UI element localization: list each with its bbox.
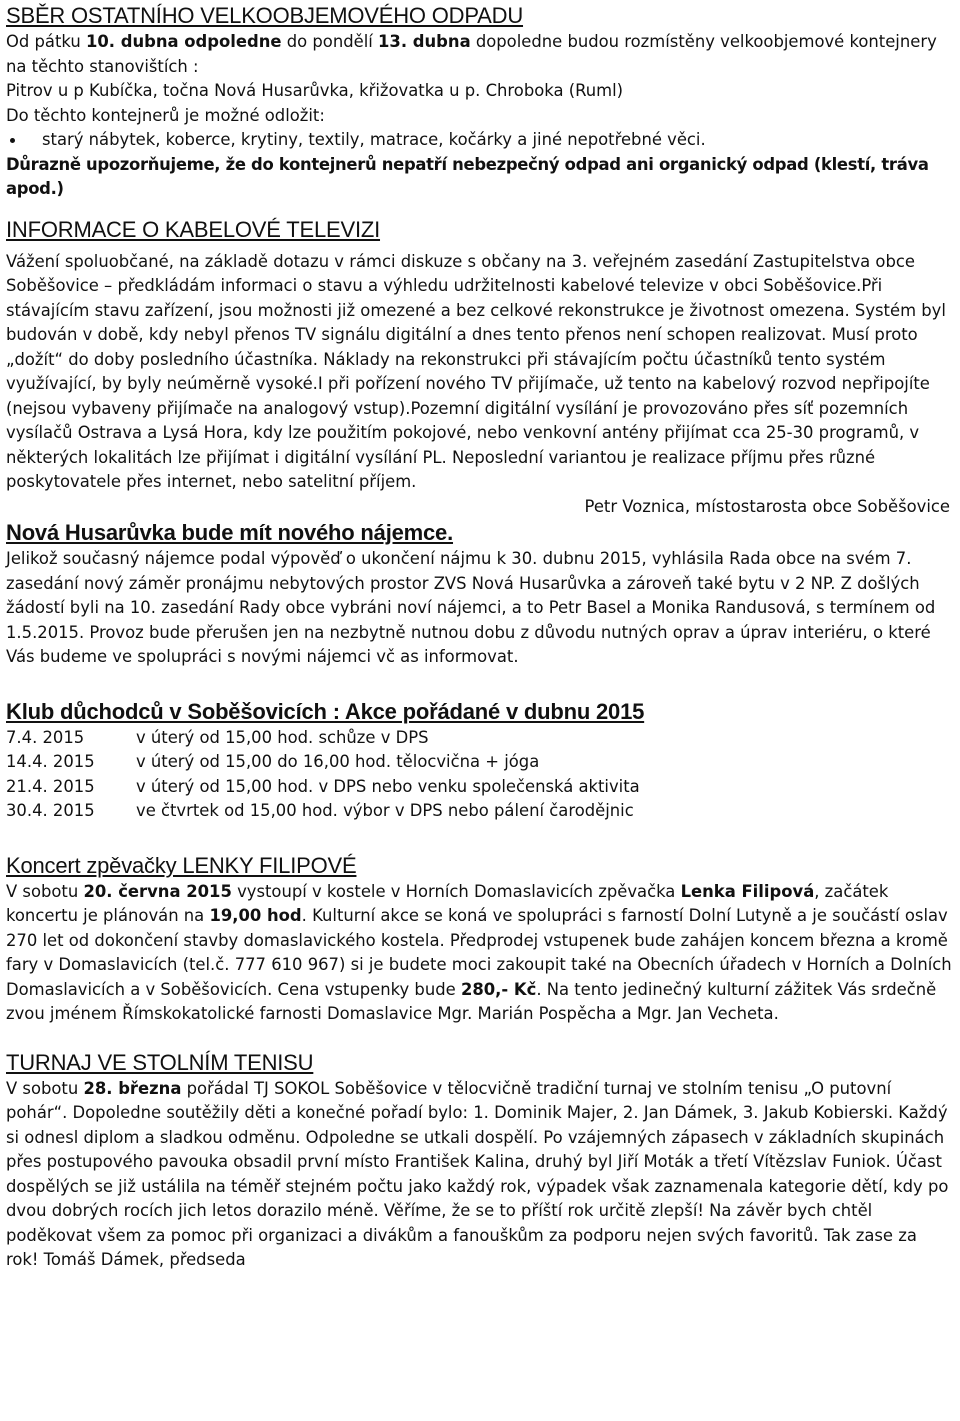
waste-sites: Pitrov u p Kubíčka, točna Nová Husarůvka, křižovatka u p. Chroboka (Ruml) — [6, 81, 624, 100]
tennis-section — [6, 1049, 954, 1273]
waste-allowed-intro: Do těchto kontejnerů je možné odložit: — [6, 105, 325, 125]
tv-section — [6, 216, 954, 520]
event-text: v úterý od 15,00 do 16,00 hod. tělocvična + jóga — [136, 752, 540, 771]
club-section — [6, 698, 954, 824]
event-date: 30.4. 2015 — [6, 801, 95, 820]
event-text: v úterý od 15,00 hod. schůze v DPS — [136, 727, 429, 747]
tennis-body: V sobotu 28. března pořádal TJ SOKOL Soběšovice v tělocvičně tradiční turnaj ve stolním tenisu „O putovní pohár“. Dopoledne soutěžily děti a konečné pořadí bylo: 1. Dominik Majer, 2. Jan Dámek, 3. Jakub Kobierski. Každý si odnesl diplom a sladkou odměnu. Odpoledne se utkali dospělí. Po vzájemných zápasech v základních skupinách přes postupového pavouka obsadil první místo František Kalina, druhý byl Jiří Moták a třetí Vítězslav Funiok. Účast dospělých se již ustálila na téměř stejném počtu jako každý rok, výpadek však zaznamenala kategorie dětí, kdy po dvou dobrých rocích jich letos dorazilo méně. Věříme, že se to příští rok určitě zlepší! Na závěr bych chtěl poděkovat všem za pomoc při organizaci a divákům a fanouškům za podporu nejen svých favoritů. Tak zase za rok! Tomáš Dámek, předseda — [6, 1078, 949, 1269]
list-item: starý nábytek, koberce, krytiny, textily, matrace, kočárky a jiné nepotřebné věci. — [6, 128, 954, 153]
event-text: v úterý od 15,00 hod. v DPS nebo venku společenská aktivita — [136, 776, 640, 796]
waste-section — [6, 2, 954, 202]
event-date: 7.4. 2015 — [6, 727, 85, 747]
tenant-title: Nová Husarůvka bude mít nového nájemce. — [6, 520, 454, 545]
tv-title: INFORMACE O KABELOVÉ TELEVIZI — [6, 216, 381, 242]
tenant-body: Jelikož současný nájemce podal výpověď o ukončení nájmu k 30. dubnu 2015, vyhlásila Rada obce na svém 7. zasedání nový záměr pronájmu nebytových prostor ZVS Nová Husarůvka a zároveň také bytu v 2 NP. Z došlých žádostí byli na 10. zasedání Rady obce vybráni noví nájemci, a to Petr Basel a Monika Randusová, s termínem od 1.5.2015. Provoz bude přerušen jen na nezbytně nutnou dobu z důvodu nutných oprav a úprav interiéru, o které Vás budeme ve spolupráci s novými nájemci vč as informovat. — [6, 549, 936, 666]
tv-body: Vážení spoluobčané, na základě dotazu v rámci diskuze s občany na 3. veřejném zasedání Zastupitelstva obce Soběšovice – předkládám informaci o stavu a výhledu udržitelnosti kabelové televize v obci Soběšovice.Při stávajícím stavu zařízení, jsou možnosti již omezené a bez celkové rekonstrukce je životnost omezena. Systém byl budován v době, kdy nebyl přenos TV signálu digitální a dnes tento přenos není schopen realizovat. Musí proto „dožít“ do doby posledního účastníka. Náklady na rekonstrukci při stávajícím počtu účastníků tento systém využívající, by byly neúměrně vysoké.I při pořízení nového TV přijímače, už tento na kabelový rozvod nepřipojíte (nejsou vybaveny přijímače na analogový vstup).Pozemní digitální vysílání je provozováno přes síť pozemních vysílačů Ostrava a Lysá Hora, kdy lze použitím pokojové, nebo venkovní antény přijímat cca 25-30 programů, v některých lokalitách lze přijímat i digitální vysílání PL. Neposlední variantou je realizace příjmu přes různé poskytovatele přes internet, nebo satelitní příjem. — [6, 251, 946, 491]
tennis-title: TURNAJ VE STOLNÍM TENISU — [6, 1049, 314, 1075]
waste-warning: Důrazně upozorňujeme, že do kontejnerů nepatří nebezpečný odpad ani organický odpad (klestí, tráva apod.) — [6, 154, 929, 198]
concert-section — [6, 852, 954, 1027]
club-title: Klub důchodců v Soběšovicích : Akce pořádané v dubnu 2015 — [6, 698, 645, 724]
event-text: ve čtvrtek od 15,00 hod. výbor v DPS nebo pálení čarodějnic — [136, 801, 634, 820]
club-schedule — [6, 726, 954, 824]
tv-signature: Petr Voznica, místostarosta obce Soběšovice — [584, 496, 950, 516]
waste-intro: Od pátku 10. dubna odpoledne do pondělí 13. dubna dopoledne budou rozmístěny velkoobjemové kontejnery na těchto stanovištích : — [6, 32, 937, 76]
event-date: 14.4. 2015 — [6, 752, 95, 771]
waste-title: SBĚR OSTATNÍHO VELKOOBJEMOVÉHO ODPADU — [6, 3, 524, 28]
tenant-section — [6, 519, 954, 670]
concert-title: Koncert zpěvačky LENKY FILIPOVÉ — [6, 852, 357, 878]
concert-body: V sobotu 20. června 2015 vystoupí v kostele v Horních Domaslavicích zpěvačka Lenka Filipová, začátek koncertu je plánován na 19,00 hod. Kulturní akce se koná ve spolupráci s farností Dolní Lutyně a je součástí oslav 270 let od dokončení stavby domaslavického kostela. Předprodej vstupenek bude zahájen koncem března a kromě fary v Domaslavicích (tel.č. 777 610 967) si je budete moci zakoupit také na Obecních úřadech v Horních a Dolních Domaslavicích a v Soběšovicích. Cena vstupenky bude 280,- Kč. Na tento jedinečný kulturní zážitek Vás srdečně zvou jménem Římskokatolické farnosti Domaslavice Mgr. Marián Pospěcha a Mgr. Jan Vecheta. — [6, 881, 952, 1023]
event-date: 21.4. 2015 — [6, 776, 95, 796]
waste-allowed-list — [6, 128, 954, 153]
